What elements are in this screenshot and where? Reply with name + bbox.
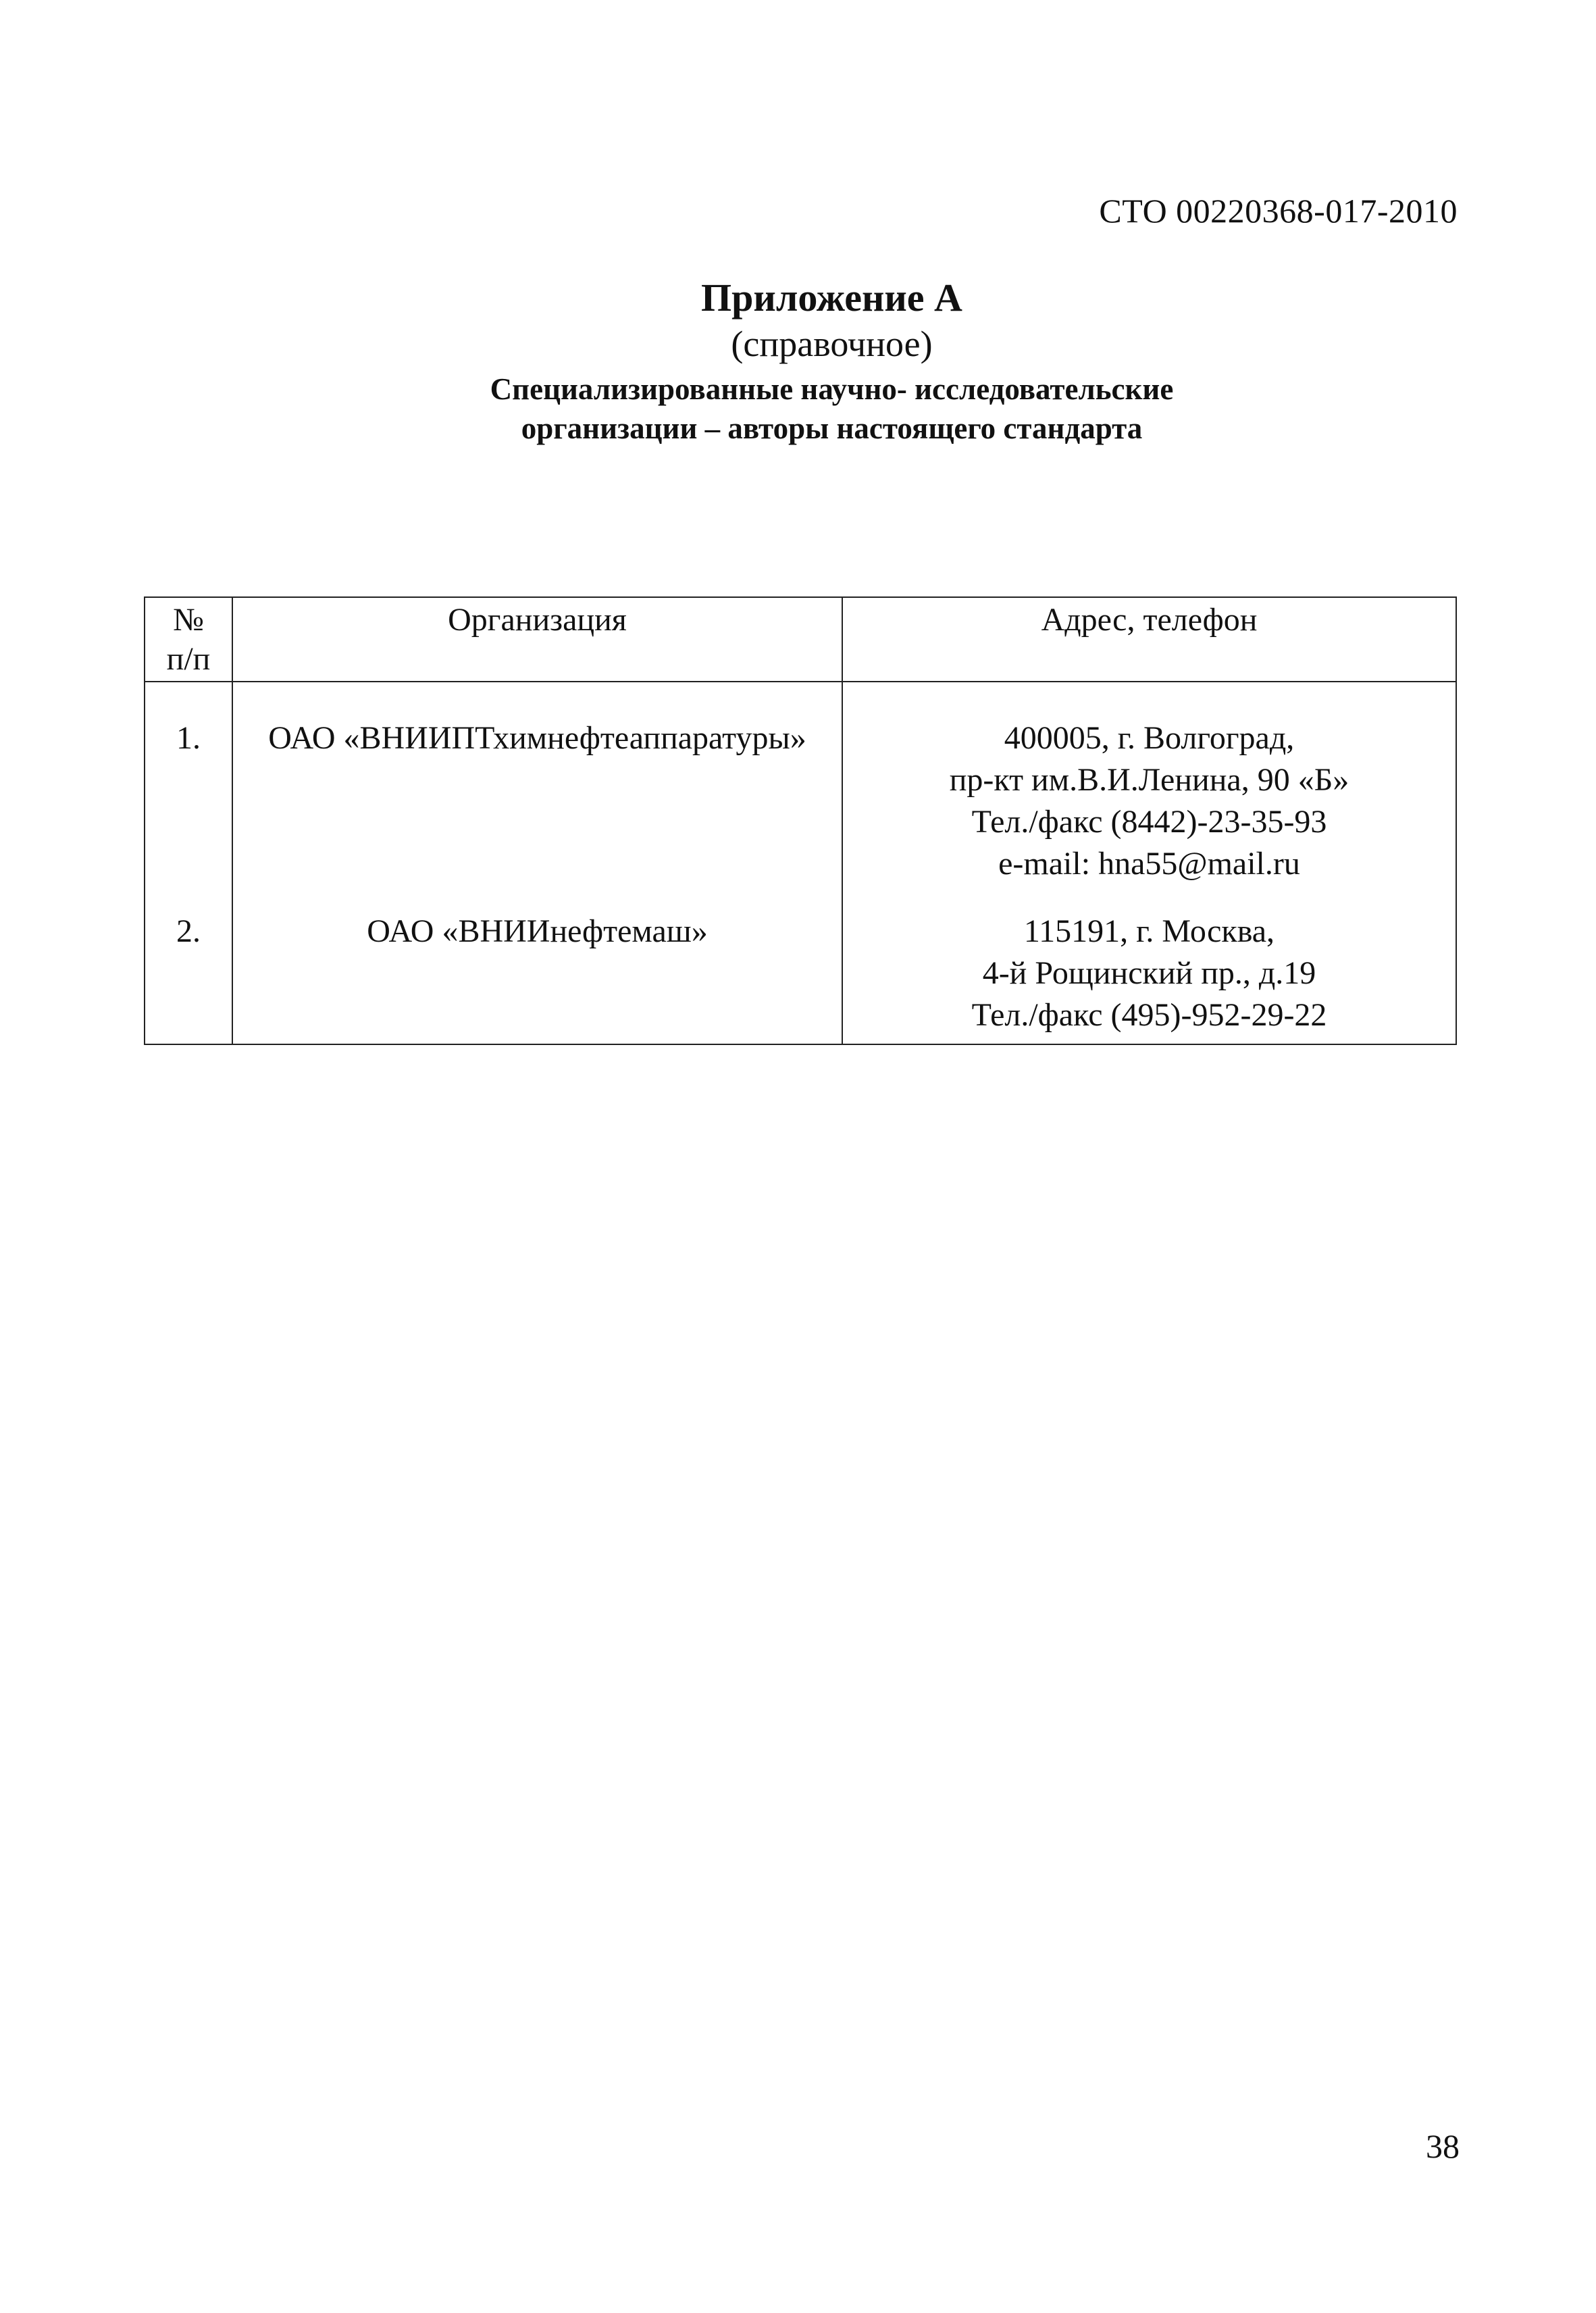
address-line: 400005, г. Волгоград, (1004, 720, 1295, 756)
document-code: СТО 00220368-017-2010 (1099, 192, 1458, 230)
page-number: 38 (1426, 2127, 1460, 2165)
appendix-title: Приложение А (701, 276, 962, 320)
column-header-organization: Организация (232, 597, 842, 682)
cell-number: 2. (145, 911, 232, 1044)
cell-organization: ОАО «ВНИИнефтемаш» (232, 911, 842, 1044)
address-line: пр-кт им.В.И.Ленина, 90 «Б» (949, 762, 1349, 798)
column-header-number: № п/п (145, 597, 232, 682)
appendix-subtitle-line: Специализированные научно- исследовательские (490, 372, 1174, 406)
table-row (145, 911, 1456, 1044)
column-header-address: Адрес, телефон (842, 597, 1456, 682)
appendix-subtitle (0, 370, 1596, 448)
address-line: 4-й Рощинский пр., д.19 (982, 955, 1316, 991)
address-line: e-mail: hna55@mail.ru (998, 846, 1300, 882)
cell-organization: ОАО «ВНИИПТхимнефтеаппаратуры» (232, 682, 842, 911)
appendix-heading (0, 274, 1596, 448)
appendix-kind: (справочное) (731, 324, 933, 364)
cell-number: 1. (145, 682, 232, 911)
organizations-table (144, 596, 1457, 1045)
address-line: Тел./факс (8442)-23-35-93 (971, 804, 1327, 840)
address-line: Тел./факс (495)-952-29-22 (971, 997, 1327, 1033)
table-header-row (145, 597, 1456, 682)
cell-address (842, 682, 1456, 911)
address-line: 115191, г. Москва, (1023, 913, 1275, 949)
appendix-subtitle-line: организации – авторы настоящего стандарта (521, 411, 1143, 445)
table-row (145, 682, 1456, 911)
cell-address (842, 911, 1456, 1044)
